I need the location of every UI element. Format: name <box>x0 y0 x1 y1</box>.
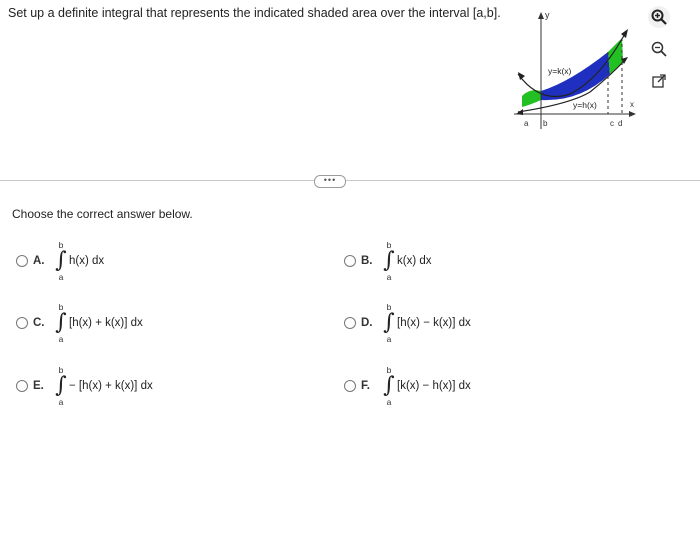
integral-expression <box>383 302 471 344</box>
lower-limit: a <box>58 397 64 407</box>
tick-label-c: c <box>610 119 614 128</box>
option-letter: C. <box>33 317 45 329</box>
upper-curve-label: y=k(x) <box>548 66 572 76</box>
integral-expression <box>55 365 153 407</box>
zoom-in-icon <box>650 8 668 26</box>
option-f[interactable] <box>344 365 471 407</box>
option-letter: B. <box>361 255 373 267</box>
integral-sign: ∫ <box>55 310 67 335</box>
zoom-out-button[interactable] <box>648 38 670 60</box>
graph-tools <box>648 6 672 102</box>
option-letter: A. <box>33 255 45 267</box>
upper-limit: b <box>58 302 64 312</box>
integrand: h(x) dx <box>69 255 105 267</box>
more-button[interactable]: ••• <box>314 175 346 188</box>
lower-limit: a <box>386 334 392 344</box>
option-letter: E. <box>33 380 44 392</box>
zoom-in-button[interactable] <box>648 6 670 28</box>
shaded-region-c-d <box>608 38 623 74</box>
lower-limit: a <box>58 272 64 282</box>
zoom-out-icon <box>650 40 668 58</box>
integrand: [h(x) + k(x)] dx <box>69 317 143 329</box>
upper-limit: b <box>386 302 392 312</box>
radio-b[interactable] <box>344 255 356 267</box>
area-graph <box>510 4 640 134</box>
lower-curve-label: y=h(x) <box>573 100 597 110</box>
question-text: Set up a definite integral that represents the indicated shaded area over the interval [a,b]. <box>8 6 501 20</box>
option-b[interactable] <box>344 240 432 282</box>
lower-limit: a <box>386 397 392 407</box>
radio-c[interactable] <box>16 317 28 329</box>
section-divider <box>0 180 700 181</box>
option-letter: D. <box>361 317 373 329</box>
integrand: − [h(x) + k(x)] dx <box>69 380 153 392</box>
x-axis-label: x <box>630 100 634 109</box>
option-a[interactable] <box>16 240 104 282</box>
integral-sign: ∫ <box>383 248 395 273</box>
upper-limit: b <box>58 240 64 250</box>
lower-limit: a <box>58 334 64 344</box>
popout-icon <box>651 73 667 89</box>
upper-limit: b <box>58 365 64 375</box>
option-letter: F. <box>361 380 370 392</box>
shaded-region-b-c <box>541 52 610 100</box>
integral-expression <box>383 240 432 282</box>
integral-sign: ∫ <box>383 373 395 398</box>
y-axis-label: y <box>545 10 550 20</box>
integral-expression <box>55 240 104 282</box>
option-e[interactable] <box>16 365 153 407</box>
integral-sign: ∫ <box>55 373 67 398</box>
option-d[interactable] <box>344 302 471 344</box>
lower-limit: a <box>386 272 392 282</box>
option-c[interactable] <box>16 302 143 344</box>
answer-prompt: Choose the correct answer below. <box>12 207 193 221</box>
integrand: [k(x) − h(x)] dx <box>397 380 471 392</box>
radio-f[interactable] <box>344 380 356 392</box>
integral-sign: ∫ <box>55 248 67 273</box>
integrand: [h(x) − k(x)] dx <box>397 317 471 329</box>
tick-label-d: d <box>618 119 623 128</box>
integral-sign: ∫ <box>383 310 395 335</box>
upper-limit: b <box>386 365 392 375</box>
integrand: k(x) dx <box>397 255 432 267</box>
integral-expression <box>383 365 471 407</box>
radio-e[interactable] <box>16 380 28 392</box>
tick-label-a: a <box>524 119 529 128</box>
upper-limit: b <box>386 240 392 250</box>
tick-label-b: b <box>543 119 548 128</box>
radio-d[interactable] <box>344 317 356 329</box>
radio-a[interactable] <box>16 255 28 267</box>
popout-button[interactable] <box>648 70 670 92</box>
integral-expression <box>55 302 143 344</box>
